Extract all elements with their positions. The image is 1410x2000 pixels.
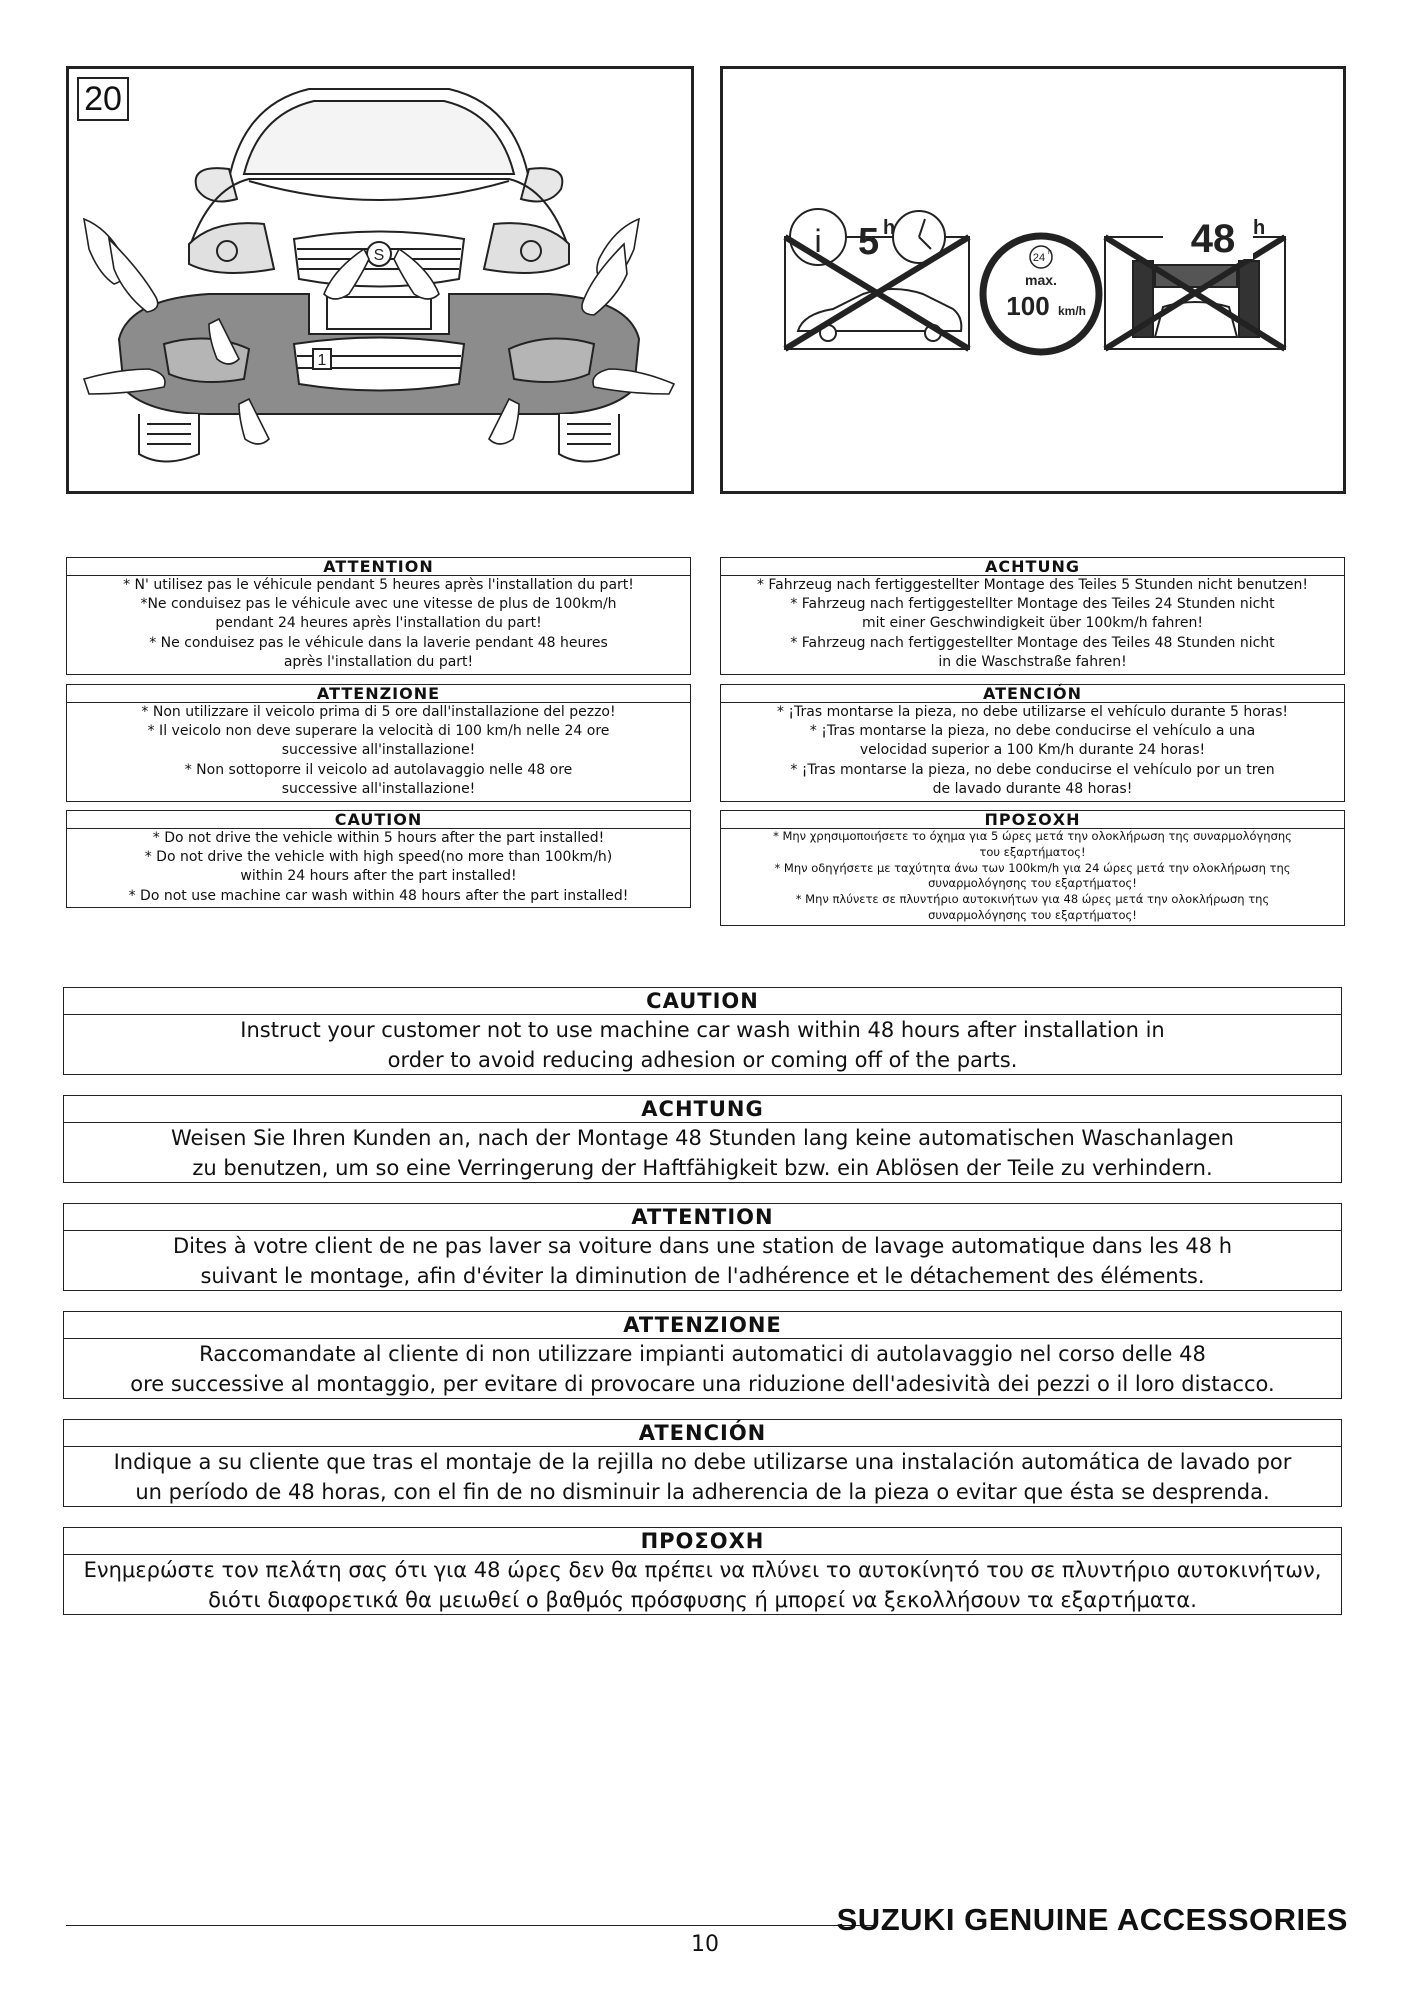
caution-line: order to avoid reducing adhesion or coming off of the parts. (387, 1048, 1018, 1072)
warning-box-fr (66, 557, 691, 675)
caution-line: Indique a su cliente que tras el montaje de la rejilla no debe utilizarse una instalación automática de lavado por (113, 1450, 1292, 1474)
caution-heading: ATENCIÓN (64, 1420, 1341, 1447)
caution-box-es (63, 1419, 1342, 1507)
caution-line: un período de 48 horas, con el fin de no disminuir la adherencia de la pieza o evitar que ésta se desprenda. (135, 1480, 1270, 1504)
warning-line: * Μην πλύνετε σε πλυντήριο αυτοκινήτων για 48 ώρες μετά την ολοκλήρωση της (795, 892, 1270, 907)
warning-line: * ¡Tras montarse la pieza, no debe conducirse el vehículo a una (809, 723, 1256, 740)
footer-brand: SUZUKI GENUINE ACCESSORIES (836, 1902, 1348, 1937)
warning-line: * Ne conduisez pas le véhicule dans la laverie pendant 48 heures (149, 634, 608, 651)
caution-box-it (63, 1311, 1342, 1399)
hours-48-value: 48 (1190, 217, 1236, 261)
warning-line: * Fahrzeug nach fertiggestellter Montage des Teiles 5 Stunden nicht benutzen! (756, 577, 1309, 593)
warning-line: * Μην χρησιμοποιήσετε το όχημα για 5 ώρες μετά την ολοκλήρωση της συναρμολόγησης (773, 829, 1292, 843)
warning-heading: ΠΡΟΣΟΧΗ (721, 811, 1344, 829)
warning-line: * Fahrzeug nach fertiggestellter Montage des Teiles 24 Stunden nicht (790, 596, 1275, 613)
warning-heading: ATTENZIONE (67, 685, 690, 703)
warning-line: * ¡Tras montarse la pieza, no debe conducirse el vehículo por un tren (790, 761, 1275, 778)
caution-heading: ATTENTION (64, 1204, 1341, 1231)
warning-line: * Μην οδηγήσετε με ταχύτητα άνω των 100km/h για 24 ώρες μετά την ολοκλήρωση της (774, 860, 1291, 875)
warning-line: within 24 hours after the part installed! (240, 868, 517, 885)
caution-box-el (63, 1527, 1342, 1615)
warning-box-de (720, 557, 1345, 675)
caution-box-en (63, 987, 1342, 1075)
warning-heading: CAUTION (67, 811, 690, 829)
max-label: max. (1025, 272, 1057, 288)
caution-line: διότι διαφορετικά θα μειωθεί ο βαθμός πρόσφυσης ή μπορεί να ξεκολλήσουν τα εξαρτήματα. (208, 1588, 1197, 1612)
warning-line: * Do not use machine car wash within 48 hours after the part installed! (128, 887, 629, 904)
caution-heading: ΠΡΟΣΟΧΗ (64, 1528, 1341, 1555)
warning-line: successive all'installazione! (281, 742, 476, 759)
warning-line: * Il veicolo non deve superare la velocità di 100 km/h nelle 24 ore (147, 723, 610, 740)
speed-limit-24h-icon (983, 236, 1099, 352)
info-letter: i (814, 223, 822, 259)
caution-line: Ενημερώστε τον πελάτη σας ότι για 48 ώρες δεν θα πρέπει να πλύνει το αυτοκίνητό του σε πλυντήριο αυτοκινήτων, (83, 1558, 1322, 1582)
warning-line: *Ne conduisez pas le véhicule avec une vitesse de plus de 100km/h (140, 596, 617, 613)
warning-line: συναρμολόγησης του εξαρτήματος! (928, 876, 1137, 891)
page-number: 10 (691, 1932, 719, 1957)
footer-rule (66, 1925, 873, 1926)
warning-icons-drawing (723, 69, 1343, 491)
warning-line: mit einer Geschwindigkeit über 100km/h fahren! (862, 615, 1203, 632)
warning-heading: ATENCIÓN (721, 685, 1344, 703)
caution-box-de (63, 1095, 1342, 1183)
caution-heading: ACHTUNG (64, 1096, 1341, 1123)
warning-box-el (720, 810, 1345, 926)
hours-48-unit: h (1253, 217, 1266, 239)
speed-value: 100 (1006, 291, 1050, 321)
warning-line: * Do not drive the vehicle with high speed(no more than 100km/h) (144, 849, 613, 866)
caution-box-fr (63, 1203, 1342, 1291)
caution-line: Weisen Sie Ihren Kunden an, nach der Montage 48 Stunden lang keine automatischen Waschanlagen (171, 1126, 1234, 1150)
caution-heading: CAUTION (64, 988, 1341, 1015)
caution-line: Dites à votre client de ne pas laver sa voiture dans une station de lavage automatique dans les 48 h (172, 1234, 1233, 1258)
warning-line: του εξαρτήματος! (979, 844, 1086, 859)
hours-24-value: 24 (1032, 252, 1046, 264)
part-label: 1 (317, 352, 327, 369)
warning-line: συναρμολόγησης του εξαρτήματος! (928, 907, 1137, 922)
warning-line: * Fahrzeug nach fertiggestellter Montage des Teiles 48 Stunden nicht (790, 634, 1275, 651)
warning-icons-panel (720, 66, 1346, 494)
warning-line: * Non sottoporre il veicolo ad autolavaggio nelle 48 ore (184, 761, 573, 778)
warning-line: * N' utilisez pas le véhicule pendant 5 heures après l'installation du part! (123, 577, 634, 593)
caution-line: suivant le montage, afin d'éviter la diminution de l'adhérence et le détachement des éléments. (200, 1264, 1205, 1288)
caution-line: ore successive al montaggio, per evitare di provocare una riduzione dell'adesività dei pezzi o il loro distacco. (130, 1372, 1275, 1396)
no-car-wash-48h-icon (1105, 215, 1285, 349)
warning-line: velocidad superior a 100 Km/h durante 24 horas! (859, 742, 1206, 759)
warning-heading: ATTENTION (67, 558, 690, 576)
hours-5-value: 5 (858, 221, 880, 263)
caution-line: Raccomandate al cliente di non utilizzare impianti automatici di autolavaggio nel corso delle 48 (199, 1342, 1206, 1366)
hours-5-unit: h (883, 217, 896, 239)
caution-line: Instruct your customer not to use machine car wash within 48 hours after installation in (240, 1018, 1165, 1042)
warning-line: * Do not drive the vehicle within 5 hours after the part installed! (152, 830, 605, 846)
warning-line: successive all'installazione! (281, 780, 476, 797)
caution-line: zu benutzen, um so eine Verringerung der Haftfähigkeit bzw. ein Ablösen der Teile zu verhindern. (192, 1156, 1213, 1180)
warning-line: * ¡Tras montarse la pieza, no debe utilizarse el vehículo durante 5 horas! (776, 704, 1289, 720)
car-front-drawing (69, 69, 691, 491)
no-drive-5h-icon (785, 209, 969, 349)
warning-box-en (66, 810, 691, 908)
warning-line: de lavado durante 48 horas! (932, 780, 1133, 797)
step-number: 20 (77, 77, 129, 121)
warning-line: in die Waschstraße fahren! (938, 653, 1127, 670)
warning-line: * Non utilizzare il veicolo prima di 5 ore dall'installazione del pezzo! (141, 704, 616, 720)
caution-heading: ATTENZIONE (64, 1312, 1341, 1339)
warning-line: après l'installation du part! (283, 653, 474, 670)
warning-box-it (66, 684, 691, 802)
speed-unit: km/h (1057, 304, 1087, 318)
hours-24-unit: h (1048, 249, 1052, 256)
brand-badge: S (373, 247, 385, 264)
warning-line: pendant 24 heures après l'installation du part! (215, 615, 542, 632)
warning-box-es (720, 684, 1345, 802)
warning-heading: ACHTUNG (721, 558, 1344, 576)
installation-illustration (66, 66, 694, 494)
